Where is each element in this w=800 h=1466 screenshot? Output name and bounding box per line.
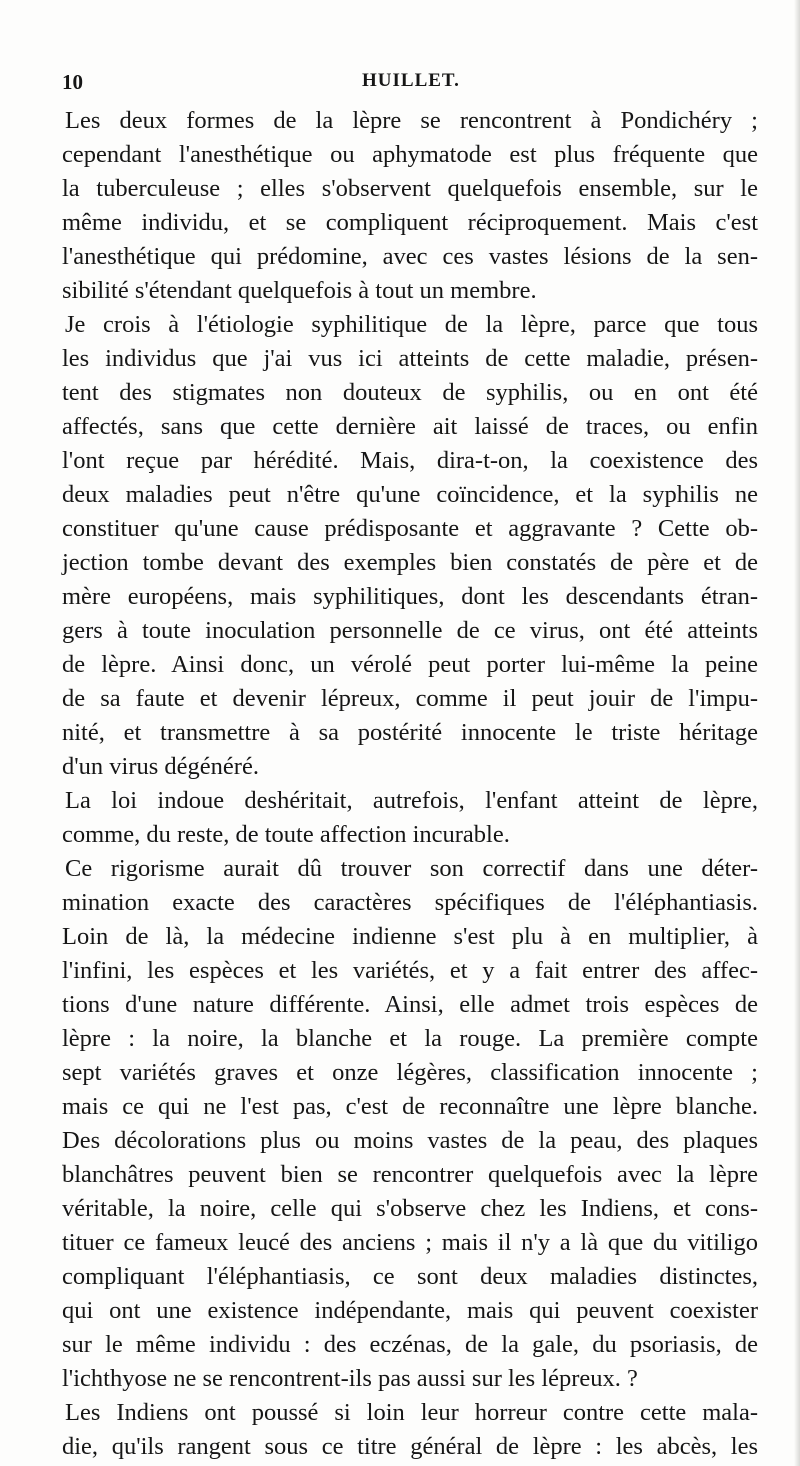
- text-line: l'ont reçue par hérédité. Mais, dira-t-on, la coexistence des: [62, 447, 758, 474]
- text-line: mère européens, mais syphilitiques, dont les descendants étran-: [62, 583, 758, 610]
- text-line: gers à toute inoculation personnelle de ce virus, ont été atteints: [62, 617, 758, 644]
- text-line: qui ont une existence indépendante, mais qui peuvent coexister: [62, 1297, 758, 1324]
- text-line: Loin de là, la médecine indienne s'est plu à en multiplier, à: [62, 923, 758, 950]
- text-line: de sa faute et devenir lépreux, comme il peut jouir de l'impu-: [62, 685, 758, 712]
- text-line: les individus que j'ai vus ici atteints de cette maladie, présen-: [62, 345, 758, 372]
- text-line: compliquant l'éléphantiasis, ce sont deux maladies distinctes,: [62, 1263, 758, 1290]
- text-line: tent des stigmates non douteux de syphilis, ou en ont été: [62, 379, 758, 406]
- text-line: l'ichthyose ne se rencontrent-ils pas aussi sur les lépreux. ?: [62, 1365, 638, 1392]
- body-text: [62, 104, 758, 1464]
- text-line: véritable, la noire, celle qui s'observe chez les Indiens, et cons-: [62, 1195, 758, 1222]
- running-head: [62, 70, 762, 100]
- running-title: HUILLET.: [362, 70, 460, 91]
- text-line: comme, du reste, de toute affection incurable.: [62, 821, 510, 848]
- text-line: Je crois à l'étiologie syphilitique de la lèpre, parce que tous: [65, 311, 758, 338]
- text-line: sept variétés graves et onze légères, classification innocente ;: [62, 1059, 758, 1086]
- text-line: la tuberculeuse ; elles s'observent quelquefois ensemble, sur le: [62, 175, 758, 202]
- text-line: mination exacte des caractères spécifiques de l'éléphantiasis.: [62, 889, 758, 916]
- text-line: affectés, sans que cette dernière ait laissé de traces, ou enfin: [62, 413, 758, 440]
- text-line: Les deux formes de la lèpre se rencontrent à Pondichéry ;: [65, 107, 758, 134]
- text-line: cependant l'anesthétique ou aphymatode est plus fréquente que: [62, 141, 758, 168]
- text-line: deux maladies peut n'être qu'une coïncidence, et la syphilis ne: [62, 481, 758, 508]
- text-line: nité, et transmettre à sa postérité innocente le triste héritage: [62, 719, 758, 746]
- text-line: Les Indiens ont poussé si loin leur horreur contre cette mala-: [65, 1399, 758, 1426]
- text-line: Ce rigorisme aurait dû trouver son correctif dans une déter-: [65, 855, 758, 882]
- text-line: de lèpre. Ainsi donc, un vérolé peut porter lui-même la peine: [62, 651, 758, 678]
- text-line: La loi indoue deshéritait, autrefois, l'enfant atteint de lèpre,: [65, 787, 758, 814]
- text-line: tions d'une nature différente. Ainsi, elle admet trois espèces de: [62, 991, 758, 1018]
- text-line: même individu, et se compliquent réciproquement. Mais c'est: [62, 209, 758, 236]
- text-line: blanchâtres peuvent bien se rencontrer quelquefois avec la lèpre: [62, 1161, 758, 1188]
- text-line: sibilité s'étendant quelquefois à tout un membre.: [62, 277, 537, 304]
- text-line: mais ce qui ne l'est pas, c'est de reconnaître une lèpre blanche.: [62, 1093, 758, 1120]
- text-line: Des décolorations plus ou moins vastes de la peau, des plaques: [62, 1127, 758, 1154]
- text-line: d'un virus dégénéré.: [62, 753, 259, 780]
- text-line: l'anesthétique qui prédomine, avec ces vastes lésions de la sen-: [62, 243, 758, 270]
- text-line: die, qu'ils rangent sous ce titre général de lèpre : les abcès, les: [62, 1433, 758, 1460]
- text-line: l'infini, les espèces et les variétés, et y a fait entrer des affec-: [62, 957, 758, 984]
- text-line: sur le même individu : des eczénas, de la gale, du psoriasis, de: [62, 1331, 758, 1358]
- page-edge-shadow: [794, 0, 800, 1466]
- text-line: lèpre : la noire, la blanche et la rouge. La première compte: [62, 1025, 758, 1052]
- text-line: tituer ce fameux leucé des anciens ; mais il n'y a là que du vitiligo: [62, 1229, 758, 1256]
- page-number: 10: [62, 70, 83, 94]
- text-line: jection tombe devant des exemples bien constatés de père et de: [62, 549, 758, 576]
- text-line: constituer qu'une cause prédisposante et aggravante ? Cette ob-: [62, 515, 758, 542]
